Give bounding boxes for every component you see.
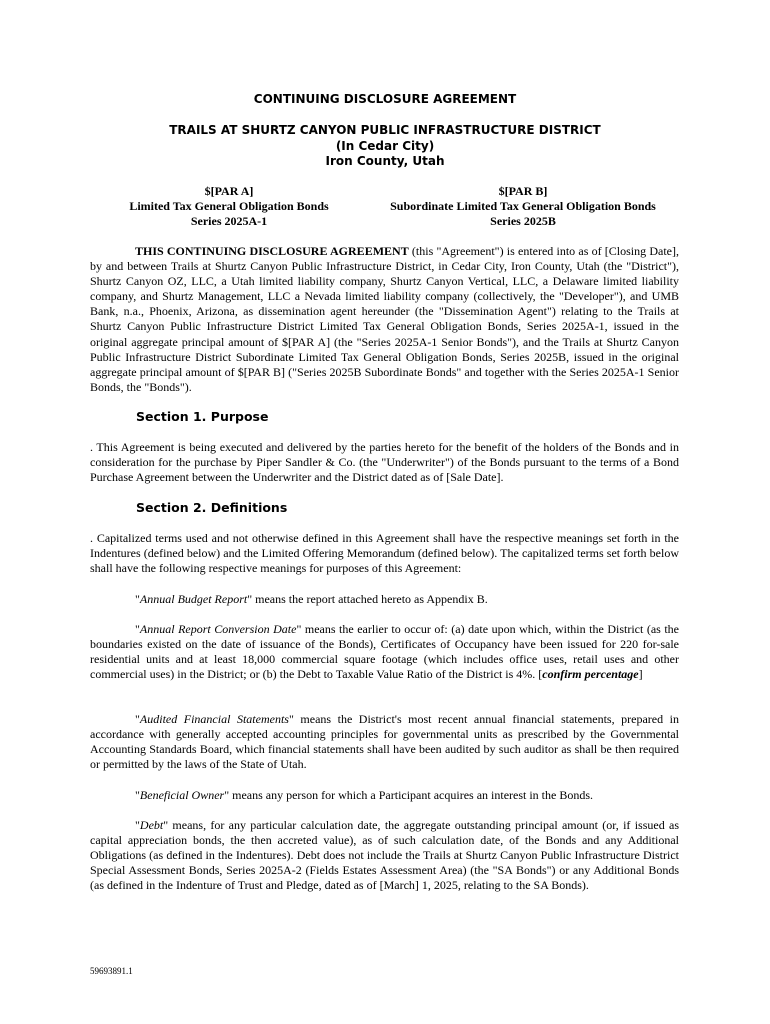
district-county: Iron County, Utah [325, 154, 445, 168]
bond-series-left: Series 2025A-1 [190, 214, 268, 228]
section-1-text: . This Agreement is being executed and delivered by the parties hereto for the benefit of the holders of the Bonds and in consideration for the purchase by Piper Sandler & Co. (the "Underwriter") of the Bonds pursuant to the terms of a Bond Purchase Agreement between the Underwriter and the District dated as of [Sale Date]. [90, 440, 679, 485]
district-name: TRAILS AT SHURTZ CANYON PUBLIC INFRASTRUCTURE DISTRICT [169, 123, 601, 137]
bond-series-right: Series 2025B [490, 214, 556, 228]
bond-name-right: Subordinate Limited Tax General Obligation Bonds [390, 199, 656, 213]
definition-item: "Debt" means, for any particular calculation date, the aggregate outstanding principal amount (or, if issued as capital appreciation bonds, the then accreted value), as of such calculation date, of the Bonds and any Additional Obligations (as defined in the Indentures). Debt does not include the Trails at Shurtz Canyon Public Infrastructure District Special Assessment Bonds, Series 2025A-2 (Fields Estates Assessment Area) (the "SA Bonds") or any Additional Bonds (as defined in the Indenture of Trust and Pledge, dated as of [March] 1, 2025, relating to the SA Bonds). [90, 818, 679, 893]
definition-term: Beneficial Owner [139, 788, 225, 802]
district-heading [0, 123, 770, 170]
definition-term: Annual Report Conversion Date [139, 622, 297, 636]
bond-par-left: $[PAR A] [204, 184, 254, 198]
document-id-footer: 59693891.1 [90, 966, 133, 976]
definition-item: "Annual Report Conversion Date" means the earlier to occur of: (a) date upon which, within the District (as the boundaries existed on the date of issuance of the Bonds), Certificates of Occupancy have been issued for 220 for-sale residential units and at least 18,000 commercial square footage (which includes office uses, retail uses and other commercial uses) in the District; or (b) the Debt to Taxable Value Ratio of the District is 4%. [confirm percentage] [90, 622, 679, 682]
intro-lead: THIS CONTINUING DISCLOSURE AGREEMENT [135, 244, 409, 258]
definition-text: " means the report attached hereto as Appendix B. [247, 592, 488, 606]
definition-text: " means, for any particular calculation date, the aggregate outstanding principal amount (or, if issued as capital appreciation bonds, the then accreted value), as of such calculation date, of the Bonds and any Additional Obligations (as defined in the Indentures). Debt does not include the Trails at Shurtz Canyon Public Infrastructure District Special Assessment Bonds, Series 2025A-2 (Fields Estates Assessment Area) (the "SA Bonds") or any Additional Bonds (as defined in the Indenture of Trust and Pledge, dated as of [March] 1, 2025, relating to the SA Bonds). [90, 818, 679, 893]
definition-term: Annual Budget Report [139, 592, 248, 606]
definition-text: " means the District's most recent annual financial statements, prepared in accordance with generally accepted accounting principles for governmental units as prescribed by the Governmental Accounting Standards Board, which financial statements shall have been audited by such auditor as shall be then required or permitted by the laws of the State of Utah. [90, 712, 679, 772]
definition-item: "Annual Budget Report" means the report attached hereto as Appendix B. [135, 592, 488, 606]
definition-term: Audited Financial Statements [139, 712, 289, 726]
definition-text: " means the earlier to occur of: (a) date upon which, within the District (as the boundaries existed on the date of issuance of the Bonds), Certificates of Occupancy have been issued for 220 for-sale residential units and at least 18,000 commercial square footage (which includes office uses, retail uses and other commercial uses) in the District; or (b) the Debt to Taxable Value Ratio of the District is 4%. [ [90, 622, 679, 682]
section-2-heading: Section 2. Definitions [136, 500, 288, 515]
intro-text: (this "Agreement") is entered into as of [Closing Date], by and between Trails at Shurtz Canyon Public Infrastructure District, in Cedar City, Iron County, Utah (the "District"), Shurtz Canyon OZ, LLC, a Utah limited liability company, Shurtz Canyon Vertical, LLC, a Delaware limited liability company, and Shurtz Management, LLC a Nevada limited liability company (collectively, the "Developer"), and UMB Bank, n.a., Phoenix, Arizona, as dissemination agent hereunder (the "Dissemination Agent") relating to the Trails at Shurtz Canyon Public Infrastructure District Limited Tax General Obligation Bonds, Series 2025A-1, issued in the original aggregate principal amount of $[PAR A] (the "Series 2025A-1 Senior Bonds"), and the Trails at Shurtz Canyon Public Infrastructure District Subordinate Limited Tax General Obligation Bonds, Series 2025B, issued in the original aggregate principal amount of $[PAR B] ("Series 2025B Subordinate Bonds" and together with the Series 2025A-1 Senior Bonds, the "Bonds"). [90, 244, 679, 394]
bond-block-left [108, 184, 350, 229]
bond-block-right [374, 184, 672, 229]
definition-term: Debt [139, 818, 164, 832]
section-2-text: . Capitalized terms used and not otherwise defined in this Agreement shall have the respective meanings set forth in the Indentures (defined below) and the Limited Offering Memorandum (defined below). The capitalized terms set forth below shall have the following respective meanings for purposes of this Agreement: [90, 531, 679, 576]
bond-name-left: Limited Tax General Obligation Bonds [129, 199, 329, 213]
definition-item: "Beneficial Owner" means any person for which a Participant acquires an interest in the Bonds. [135, 788, 594, 802]
definition-item: "Audited Financial Statements" means the District's most recent annual financial statements, prepared in accordance with generally accepted accounting principles for governmental units as prescribed by the Governmental Accounting Standards Board, which financial statements shall have been audited by such auditor as shall be then required or permitted by the laws of the State of Utah. [90, 712, 679, 772]
intro-paragraph [90, 244, 679, 395]
definition-note: confirm percentage [542, 667, 639, 682]
definition-text: " means any person for which a Participant acquires an interest in the Bonds. [224, 788, 594, 802]
bond-par-right: $[PAR B] [498, 184, 548, 198]
document-title: CONTINUING DISCLOSURE AGREEMENT [253, 92, 517, 106]
section-1-heading: Section 1. Purpose [136, 409, 269, 424]
definition-note-close: ] [638, 667, 643, 682]
district-city: (In Cedar City) [335, 138, 435, 153]
